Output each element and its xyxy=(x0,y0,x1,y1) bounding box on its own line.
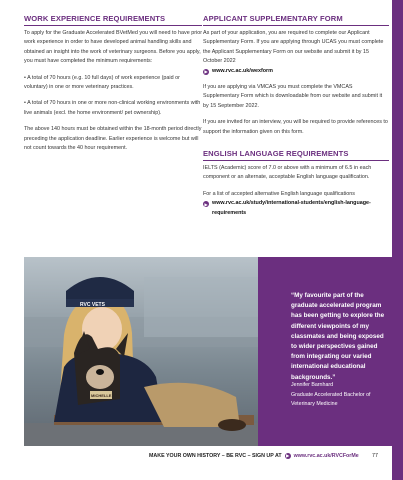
work-experience-bullet-2: • A total of 70 hours in one or more non-clinical working environments with live animals (excl. the home environment/ pet ownership). xyxy=(24,100,201,116)
page-number: 77 xyxy=(372,453,378,459)
heading-rule xyxy=(203,25,389,26)
testimonial-quote: “My favourite part of the graduate accelerated program has been getting to explore the different viewpoints of my classmates and being exposed to wider perspectives gained from integrating our varied international educational backgrounds.” xyxy=(291,292,385,381)
work-experience-bullet-1: • A total of 70 hours (e.g. 10 full days) of work experience (paid or voluntary) in one or more veterinary practices. xyxy=(24,74,180,91)
supplementary-form-para-3: If you are invited for an interview, you will be required to provide references to support the information given on this form. xyxy=(203,119,388,135)
english-requirements-link[interactable] xyxy=(203,199,389,218)
english-requirements-link-text[interactable]: www.rvc.ac.uk/study/international-students/english-language-requirements xyxy=(212,200,371,216)
arrow-right-circle-icon: ▶ xyxy=(204,68,208,74)
testimonial-role: Graduate Accelerated Bachelor of Veterinary Medicine xyxy=(291,392,371,407)
english-requirements-para-1: IELTS (Academic) score of 7.0 or above with a minimum of 6.5 in each component or an alternate, acceptable English language qualification. xyxy=(203,165,372,181)
work-experience-intro: To apply for the Graduate Accelerated BVetMed you will need to have prior work experience in order to have developed animal handling skills and obtained an insight into the work of veterinary surgeons. Before you apply, you must have completed the minimum requirements: xyxy=(24,30,202,65)
quote-panel xyxy=(258,257,392,446)
supplementary-form-para-1: As part of your application, you are required to complete our Applicant Supplementary Form. If you are applying through UCAS you must complete the Applicant Supplementary Form on our website and submit it by 15 October 2022 xyxy=(203,30,384,65)
wexform-link[interactable] xyxy=(203,67,389,76)
footer-cta-text: MAKE YOUR OWN HISTORY – BE RVC – SIGN UP AT xyxy=(149,453,282,459)
english-requirements-heading: ENGLISH LANGUAGE REQUIREMENTS xyxy=(203,149,349,159)
arrow-right-circle-icon: ▶ xyxy=(204,201,208,207)
hat-text: RVC VETS xyxy=(80,302,105,308)
supplementary-form-heading: APPLICANT SUPPLEMENTARY FORM xyxy=(203,14,343,23)
supplementary-form-para-2: If you are applying via VMCAS you must complete the VMCAS Supplementary Form which is downloadable from our website and submit it by 15 September 2022. xyxy=(203,84,383,109)
work-experience-closing: The above 140 hours must be obtained within the 18-month period directly preceding the application deadline. Earlier experience is welcome but will not count towards the 40 hour requirement. xyxy=(24,126,202,152)
edge-color-strip xyxy=(392,0,403,480)
english-requirements-para-2: For a list of accepted alternative English language qualifications xyxy=(203,190,355,197)
testimonial-block xyxy=(24,257,392,446)
testimonial-author: Jennifer Barnhard xyxy=(291,382,334,388)
supplementary-form-section xyxy=(203,14,389,218)
tag-text: MICHELLE xyxy=(91,393,112,398)
wexform-link-text[interactable]: www.rvc.ac.uk/wexform xyxy=(212,67,273,74)
page-footer xyxy=(0,450,392,462)
footer-url-link[interactable]: www.rvc.ac.uk/RVCForMe xyxy=(293,453,359,459)
work-experience-heading: WORK EXPERIENCE REQUIREMENTS xyxy=(24,14,166,23)
heading-rule xyxy=(203,160,389,161)
student-with-dog-photo xyxy=(24,257,258,446)
arrow-right-circle-icon: ▶ xyxy=(286,453,290,458)
work-experience-section xyxy=(24,14,202,153)
heading-rule xyxy=(24,25,202,26)
footer-cta xyxy=(149,450,359,462)
